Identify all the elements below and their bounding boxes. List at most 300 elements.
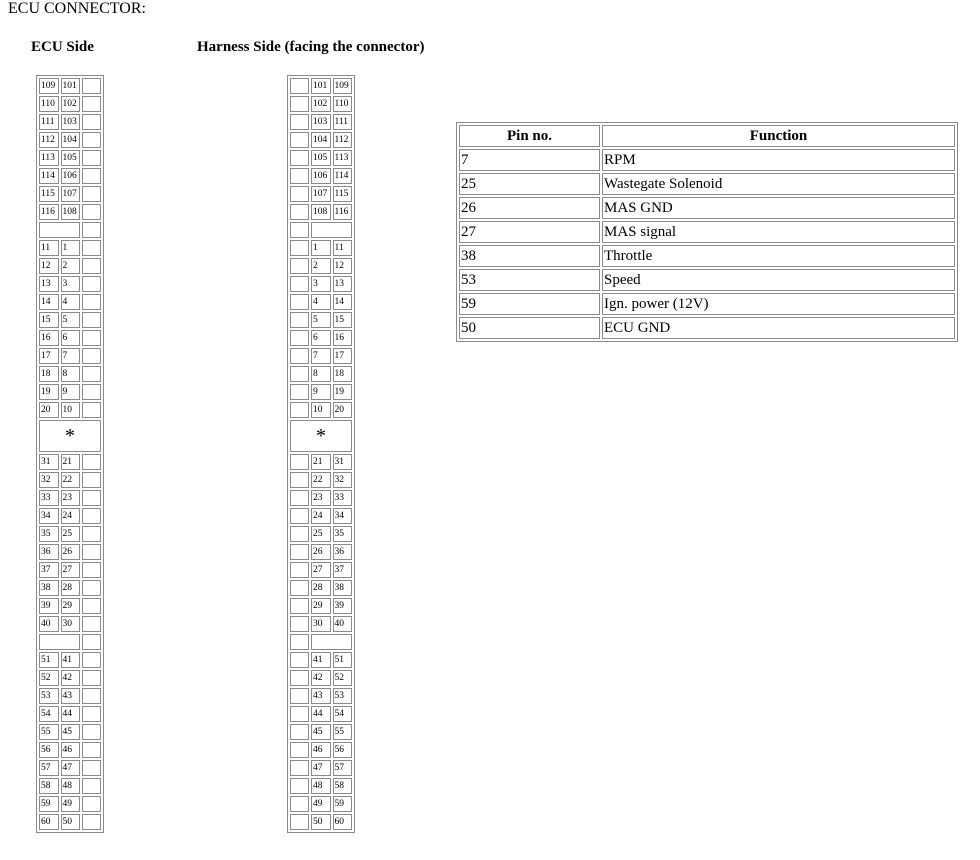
ecu-side-connector	[36, 75, 104, 833]
gap-row	[290, 634, 352, 650]
pin-row	[39, 616, 101, 632]
pin-row	[290, 78, 352, 94]
pin-cell: 59	[39, 796, 59, 812]
separator-row	[290, 420, 352, 452]
pin-row	[290, 688, 352, 704]
pin-row	[39, 312, 101, 328]
pin-row	[39, 186, 101, 202]
pin-cell: 116	[333, 204, 353, 220]
table-row	[459, 269, 955, 291]
pin-cell: 102	[61, 96, 81, 112]
pin-cell: 49	[61, 796, 81, 812]
pin-cell: 107	[311, 186, 331, 202]
empty-slot	[290, 114, 309, 130]
pin-cell: 53	[39, 688, 59, 704]
pin-row	[290, 132, 352, 148]
pin-cell: 114	[333, 168, 353, 184]
pin-row	[39, 526, 101, 542]
pin-cell: 42	[311, 670, 331, 686]
pin-cell: 27	[311, 562, 331, 578]
empty-slot	[82, 384, 101, 400]
empty-slot	[82, 186, 101, 202]
empty-slot	[290, 526, 309, 542]
pin-row	[290, 114, 352, 130]
empty-slot	[82, 796, 101, 812]
pin-cell: 104	[61, 132, 81, 148]
pin-cell: 55	[39, 724, 59, 740]
pin-number-cell: 53	[459, 269, 600, 291]
pin-row	[290, 276, 352, 292]
pin-cell: 12	[39, 258, 59, 274]
empty-slot	[82, 760, 101, 776]
empty-slot	[82, 402, 101, 418]
pin-cell: 34	[333, 508, 353, 524]
pin-cell: 9	[311, 384, 331, 400]
pin-no-header: Pin no.	[459, 125, 600, 147]
empty-slot	[82, 114, 101, 130]
pin-cell: 50	[311, 814, 331, 830]
pin-cell: 32	[39, 472, 59, 488]
table-row	[459, 317, 955, 339]
pin-cell: 46	[61, 742, 81, 758]
empty-slot	[82, 652, 101, 668]
empty-slot	[82, 204, 101, 220]
pin-row	[290, 778, 352, 794]
pin-cell: 35	[39, 526, 59, 542]
pin-cell: 29	[311, 598, 331, 614]
pin-number-cell: 7	[459, 149, 600, 171]
pin-cell: 6	[311, 330, 331, 346]
empty-slot	[82, 634, 101, 650]
pin-cell: 13	[333, 276, 353, 292]
pin-cell: 45	[311, 724, 331, 740]
pin-row	[290, 384, 352, 400]
pin-cell: 10	[61, 402, 81, 418]
pin-row	[290, 472, 352, 488]
pin-row	[39, 508, 101, 524]
pin-row	[39, 150, 101, 166]
function-header: Function	[602, 125, 955, 147]
pin-cell: 30	[61, 616, 81, 632]
pin-row	[290, 258, 352, 274]
empty-slot	[290, 670, 309, 686]
pin-cell: 101	[61, 78, 81, 94]
pin-row	[39, 814, 101, 830]
empty-slot	[290, 706, 309, 722]
pin-cell: 51	[333, 652, 353, 668]
empty-slot	[82, 688, 101, 704]
pin-cell: 19	[39, 384, 59, 400]
blank-cell	[311, 222, 352, 238]
empty-slot	[290, 312, 309, 328]
pin-row	[290, 598, 352, 614]
pin-cell: 6	[61, 330, 81, 346]
pin-row	[39, 490, 101, 506]
pin-cell: 60	[39, 814, 59, 830]
pin-cell: 25	[311, 526, 331, 542]
pin-row	[39, 652, 101, 668]
pin-cell: 24	[311, 508, 331, 524]
pin-row	[290, 240, 352, 256]
function-cell: Throttle	[602, 245, 955, 267]
pin-row	[290, 330, 352, 346]
pin-row	[39, 330, 101, 346]
pin-cell: 35	[333, 526, 353, 542]
pin-row	[290, 490, 352, 506]
function-cell: MAS GND	[602, 197, 955, 219]
empty-slot	[290, 258, 309, 274]
table-row	[459, 173, 955, 195]
pin-cell: 3	[311, 276, 331, 292]
pin-row	[39, 276, 101, 292]
empty-slot	[290, 276, 309, 292]
pin-row	[39, 562, 101, 578]
pin-cell: 44	[61, 706, 81, 722]
empty-slot	[290, 454, 309, 470]
pin-row	[290, 580, 352, 596]
pin-cell: 27	[61, 562, 81, 578]
pin-cell: 56	[39, 742, 59, 758]
pin-row	[39, 472, 101, 488]
empty-slot	[82, 222, 101, 238]
empty-slot	[290, 222, 309, 238]
pin-cell: 14	[333, 294, 353, 310]
pin-row	[39, 204, 101, 220]
empty-slot	[82, 490, 101, 506]
pin-row	[290, 544, 352, 560]
empty-slot	[290, 616, 309, 632]
pin-cell: 43	[61, 688, 81, 704]
pin-number-cell: 26	[459, 197, 600, 219]
pin-cell: 11	[39, 240, 59, 256]
pin-cell: 49	[311, 796, 331, 812]
empty-slot	[82, 724, 101, 740]
pin-row	[39, 258, 101, 274]
empty-slot	[290, 384, 309, 400]
function-cell: Wastegate Solenoid	[602, 173, 955, 195]
pin-cell: 11	[333, 240, 353, 256]
empty-slot	[82, 706, 101, 722]
empty-slot	[82, 580, 101, 596]
pin-row	[39, 598, 101, 614]
pin-row	[290, 366, 352, 382]
blank-cell	[39, 634, 80, 650]
pin-function-table	[456, 122, 958, 342]
table-row	[459, 197, 955, 219]
pin-row	[290, 402, 352, 418]
pin-cell: 39	[39, 598, 59, 614]
empty-slot	[290, 814, 309, 830]
pin-row	[290, 706, 352, 722]
pin-cell: 106	[311, 168, 331, 184]
pin-row	[39, 670, 101, 686]
empty-slot	[82, 96, 101, 112]
empty-slot	[290, 150, 309, 166]
empty-slot	[290, 366, 309, 382]
pin-cell: 46	[311, 742, 331, 758]
pin-cell: 45	[61, 724, 81, 740]
pin-cell: 108	[61, 204, 81, 220]
pin-cell: 41	[61, 652, 81, 668]
pin-cell: 16	[39, 330, 59, 346]
pin-cell: 115	[39, 186, 59, 202]
pin-row	[290, 562, 352, 578]
pin-cell: 2	[61, 258, 81, 274]
pin-row	[39, 78, 101, 94]
empty-slot	[82, 562, 101, 578]
pin-cell: 21	[61, 454, 81, 470]
empty-slot	[82, 526, 101, 542]
pin-cell: 9	[61, 384, 81, 400]
pin-row	[39, 454, 101, 470]
empty-slot	[82, 670, 101, 686]
pin-cell: 51	[39, 652, 59, 668]
pin-row	[39, 240, 101, 256]
empty-slot	[290, 96, 309, 112]
separator-mark: *	[290, 420, 352, 452]
pin-row	[39, 132, 101, 148]
pin-cell: 103	[61, 114, 81, 130]
pin-cell: 17	[39, 348, 59, 364]
ecu-side-heading: ECU Side	[31, 39, 94, 55]
pin-cell: 7	[61, 348, 81, 364]
empty-slot	[290, 402, 309, 418]
pin-cell: 5	[311, 312, 331, 328]
pin-cell: 8	[61, 366, 81, 382]
pin-cell: 5	[61, 312, 81, 328]
pin-row	[290, 348, 352, 364]
pin-cell: 56	[333, 742, 353, 758]
pin-cell: 18	[333, 366, 353, 382]
empty-slot	[82, 348, 101, 364]
pin-cell: 31	[39, 454, 59, 470]
gap-row	[290, 222, 352, 238]
function-cell: Speed	[602, 269, 955, 291]
harness-side-heading: Harness Side (facing the connector)	[197, 39, 425, 55]
pin-row	[39, 96, 101, 112]
pin-cell: 3	[61, 276, 81, 292]
pin-row	[39, 544, 101, 560]
empty-slot	[290, 168, 309, 184]
pin-cell: 34	[39, 508, 59, 524]
table-row	[459, 221, 955, 243]
empty-slot	[290, 796, 309, 812]
pin-cell: 30	[311, 616, 331, 632]
pin-cell: 38	[333, 580, 353, 596]
pin-cell: 29	[61, 598, 81, 614]
pin-number-cell: 59	[459, 293, 600, 315]
pin-cell: 12	[333, 258, 353, 274]
pin-cell: 4	[311, 294, 331, 310]
pin-cell: 111	[333, 114, 353, 130]
pin-cell: 28	[61, 580, 81, 596]
pin-row	[39, 706, 101, 722]
pin-cell: 23	[311, 490, 331, 506]
gap-row	[39, 222, 101, 238]
empty-slot	[290, 652, 309, 668]
pin-cell: 13	[39, 276, 59, 292]
pin-cell: 107	[61, 186, 81, 202]
pin-cell: 109	[39, 78, 59, 94]
table-row	[459, 149, 955, 171]
pin-cell: 18	[39, 366, 59, 382]
empty-slot	[82, 258, 101, 274]
pin-cell: 114	[39, 168, 59, 184]
pin-row	[39, 724, 101, 740]
empty-slot	[82, 544, 101, 560]
pin-cell: 111	[39, 114, 59, 130]
empty-slot	[82, 742, 101, 758]
pin-row	[290, 760, 352, 776]
function-cell: Ign. power (12V)	[602, 293, 955, 315]
pin-row	[39, 114, 101, 130]
empty-slot	[290, 562, 309, 578]
pin-cell: 31	[333, 454, 353, 470]
empty-slot	[82, 330, 101, 346]
empty-slot	[290, 132, 309, 148]
pin-row	[39, 688, 101, 704]
pin-row	[290, 526, 352, 542]
pin-cell: 58	[39, 778, 59, 794]
pin-row	[290, 204, 352, 220]
pin-cell: 59	[333, 796, 353, 812]
pin-row	[39, 760, 101, 776]
empty-slot	[290, 348, 309, 364]
empty-slot	[290, 688, 309, 704]
table-row	[459, 293, 955, 315]
pin-row	[39, 294, 101, 310]
pin-cell: 15	[333, 312, 353, 328]
pin-cell: 40	[333, 616, 353, 632]
pin-row	[290, 186, 352, 202]
empty-slot	[82, 472, 101, 488]
function-cell: RPM	[602, 149, 955, 171]
pin-row	[290, 652, 352, 668]
pin-cell: 108	[311, 204, 331, 220]
empty-slot	[290, 240, 309, 256]
empty-slot	[290, 472, 309, 488]
pin-row	[290, 294, 352, 310]
pin-cell: 112	[39, 132, 59, 148]
pin-cell: 112	[333, 132, 353, 148]
pin-cell: 19	[333, 384, 353, 400]
pin-cell: 48	[311, 778, 331, 794]
empty-slot	[82, 508, 101, 524]
empty-slot	[290, 580, 309, 596]
pin-row	[39, 796, 101, 812]
pin-cell: 38	[39, 580, 59, 596]
pin-row	[290, 508, 352, 524]
gap-row	[39, 634, 101, 650]
empty-slot	[290, 598, 309, 614]
pin-row	[39, 580, 101, 596]
empty-slot	[82, 616, 101, 632]
pin-cell: 10	[311, 402, 331, 418]
pin-number-cell: 25	[459, 173, 600, 195]
pin-cell: 58	[333, 778, 353, 794]
pin-cell: 110	[39, 96, 59, 112]
pin-cell: 33	[333, 490, 353, 506]
pin-cell: 16	[333, 330, 353, 346]
empty-slot	[290, 294, 309, 310]
pin-cell: 48	[61, 778, 81, 794]
empty-slot	[290, 760, 309, 776]
pin-cell: 37	[39, 562, 59, 578]
table-header-row	[459, 125, 955, 147]
pin-cell: 57	[333, 760, 353, 776]
empty-slot	[82, 150, 101, 166]
pin-row	[39, 778, 101, 794]
pin-cell: 14	[39, 294, 59, 310]
pin-cell: 60	[333, 814, 353, 830]
pin-cell: 55	[333, 724, 353, 740]
pin-cell: 17	[333, 348, 353, 364]
empty-slot	[82, 168, 101, 184]
pin-row	[290, 96, 352, 112]
pin-row	[290, 312, 352, 328]
pin-row	[39, 168, 101, 184]
pin-number-cell: 27	[459, 221, 600, 243]
pin-cell: 44	[311, 706, 331, 722]
pin-cell: 33	[39, 490, 59, 506]
separator-row	[39, 420, 101, 452]
pin-row	[39, 348, 101, 364]
empty-slot	[82, 78, 101, 94]
pin-cell: 32	[333, 472, 353, 488]
separator-mark: *	[39, 420, 101, 452]
empty-slot	[82, 598, 101, 614]
empty-slot	[82, 276, 101, 292]
pin-cell: 42	[61, 670, 81, 686]
pin-cell: 24	[61, 508, 81, 524]
function-cell: MAS signal	[602, 221, 955, 243]
pin-cell: 54	[39, 706, 59, 722]
pin-cell: 57	[39, 760, 59, 776]
pin-cell: 105	[61, 150, 81, 166]
pin-cell: 43	[311, 688, 331, 704]
empty-slot	[82, 312, 101, 328]
blank-cell	[311, 634, 352, 650]
pin-cell: 26	[61, 544, 81, 560]
pin-cell: 23	[61, 490, 81, 506]
pin-cell: 21	[311, 454, 331, 470]
pin-cell: 39	[333, 598, 353, 614]
pin-cell: 116	[39, 204, 59, 220]
function-cell: ECU GND	[602, 317, 955, 339]
pin-cell: 2	[311, 258, 331, 274]
pin-row	[290, 454, 352, 470]
pin-cell: 54	[333, 706, 353, 722]
pin-row	[290, 670, 352, 686]
empty-slot	[290, 544, 309, 560]
pin-row	[290, 724, 352, 740]
pin-cell: 26	[311, 544, 331, 560]
empty-slot	[82, 240, 101, 256]
pin-row	[290, 150, 352, 166]
empty-slot	[82, 132, 101, 148]
empty-slot	[290, 724, 309, 740]
pin-row	[39, 402, 101, 418]
empty-slot	[290, 778, 309, 794]
empty-slot	[82, 814, 101, 830]
pin-cell: 22	[61, 472, 81, 488]
pin-cell: 106	[61, 168, 81, 184]
pin-number-cell: 38	[459, 245, 600, 267]
pin-row	[290, 616, 352, 632]
empty-slot	[290, 742, 309, 758]
blank-cell	[39, 222, 80, 238]
pin-cell: 20	[333, 402, 353, 418]
